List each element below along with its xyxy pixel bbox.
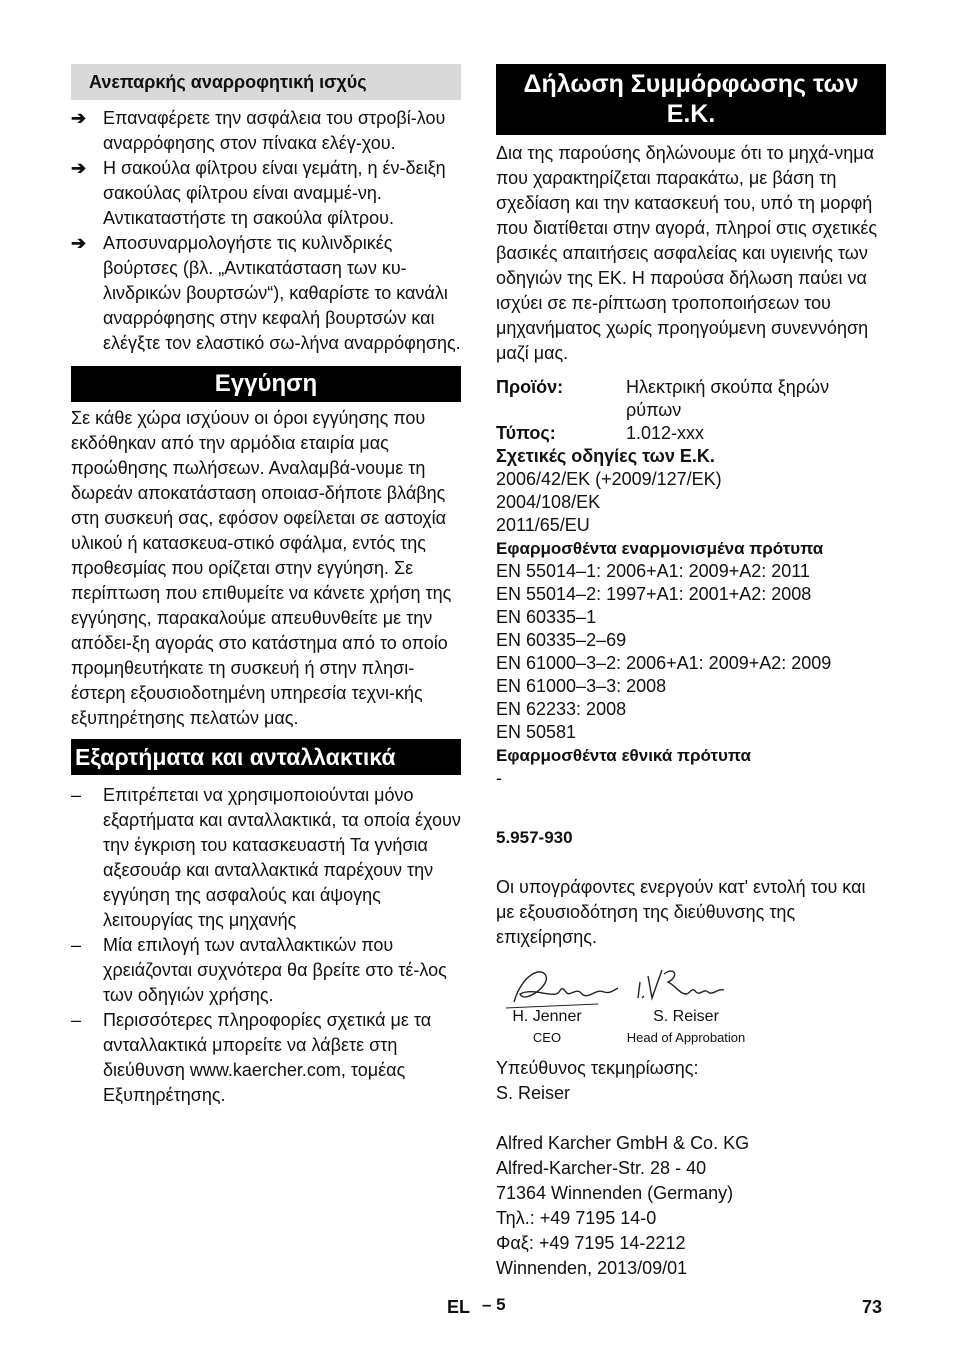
directive: 2006/42/EK (+2009/127/EK)	[496, 469, 722, 489]
documentation-responsible-name: S. Reiser	[496, 1083, 571, 1103]
directive: 2004/108/EK	[496, 492, 601, 512]
national-standards-label: Εφαρμοσθέντα εθνικά πρότυπα	[496, 746, 751, 765]
address-line: 71364 Winnenden (Germany)	[496, 1183, 734, 1203]
national-standards-value: -	[496, 768, 502, 788]
signatory-reiser	[616, 1008, 756, 1045]
warranty-text: Σε κάθε χώρα ισχύουν οι όροι εγγύησης που εκδόθηκαν από την αρμόδια εταιρία μας προώθησης πωλήσεων. Αναλαμβά-νουμε τη δωρεάν αποκατάσταση οποιασ-δήποτε βλάβης στη συσκευή σας, εφόσον οφείλεται σε αστοχία υλικού ή κατασκευα-στικό σφάλμα, εντός της προθεσμίας που ορίζεται στην εγγύηση. Σε περίπτωση που επιθυμείτε να κάνετε χρήση της εγγύησης, παρακαλούμε απευθυνθείτε με την απόδει-ξη αγοράς στο κατάστημα από το οποίο προμηθευτήκατε τη συσκευή ή στην πλησι-έστερη εξουσιοδοτημένη υπηρεσία τεχνι-κής εξυπηρέτησης πελατών μας.	[71, 408, 452, 728]
heading-insufficient-suction: Ανεπαρκής αναρροφητική ισχύς	[71, 64, 461, 100]
list-item: ➔ Η σακούλα φίλτρου είναι γεμάτη, η έν-δειξη σακούλας φίλτρου είναι αναμμέ-νη. Αντικαταστήστε τη σακούλα φίλτρου.	[71, 158, 446, 228]
list-item: ➔ Επαναφέρετε την ασφάλεια του στροβί-λου αναρρόφησης στον πίνακα ελέγ-χου.	[71, 108, 446, 153]
dash-bullet: –	[71, 785, 82, 805]
type-label: Τύπος:	[496, 423, 556, 443]
type-row	[496, 422, 886, 445]
standard: EN 60335–2–69	[496, 630, 627, 650]
signatory-name: S. Reiser	[653, 1008, 719, 1025]
heading-warranty: Εγγύηση	[71, 366, 461, 402]
standard: EN 55014–1: 2006+A1: 2009+A2: 2011	[496, 561, 810, 581]
company-address	[496, 1131, 886, 1281]
documentation-responsible-label: Υπεύθυνος τεκμηρίωσης:	[496, 1058, 699, 1078]
left-column	[71, 64, 461, 1108]
remedy-list	[71, 106, 461, 356]
signatory-role: CEO	[532, 1030, 562, 1045]
directive: 2011/65/EU	[496, 515, 590, 535]
product-row	[496, 376, 886, 422]
address-line: Alfred Karcher GmbH & Co. KG	[496, 1133, 750, 1153]
list-item: – Επιτρέπεται να χρησιμοποιούνται μόνο εξαρτήματα και ανταλλακτικά, τα οποία έχουν την έγκριση του κατασκευαστή Τα γνήσια αξεσουάρ και ανταλλακτικά παρέχουν την εγγύηση της ασφαλούς και άψογης λειτουργίας της μηχανής	[71, 785, 461, 930]
list-item: ➔ Αποσυναρμολογήστε τις κυλινδρικές βούρτσες (βλ. „Αντικατάσταση των κυ-λινδρικών βουρτσών“), καθαρίστε το κανάλι αναρρόφησης στην κεφαλή βουρτσών και ελέγξτε τον ελαστικό σω-λήνα αναρρόφησης.	[71, 233, 461, 353]
standard: EN 55014–2: 1997+A1: 2001+A2: 2008	[496, 584, 812, 604]
type-value: 1.012-xxx	[626, 423, 705, 443]
address-line: Winnenden, 2013/09/01	[496, 1258, 688, 1278]
signatory-role: Head of Approbation	[626, 1030, 746, 1045]
arrow-icon: ➔	[71, 108, 87, 128]
declaration-intro: Δια της παρούσης δηλώνουμε ότι το μηχά-νημα που χαρακτηρίζεται παρακάτω, με βάση τη σχεδίαση και την κατασκευή του, υπό τη μορφή που διατίθεται στην αγορά, πληροί στις σχετικές βασικές απαιτήσεις ασφαλείας και υγιεινής των οδηγιών της ΕΚ. Η παρούσα δήλωση παύει να ισχύει σε πε-ρίπτωση τροποποιήσεων του μηχανήματος χωρίς προηγούμενη συνεννόηση μαζί μας.	[496, 143, 878, 363]
address-line: Alfred-Karcher-Str. 28 - 40	[496, 1158, 707, 1178]
directives-label: Σχετικές οδηγίες των Ε.Κ.	[496, 446, 715, 466]
arrow-icon: ➔	[71, 233, 87, 253]
address-line: Τηλ.: +49 7195 14-0	[496, 1208, 657, 1228]
standard: EN 61000–3–2: 2006+A1: 2009+A2: 2009	[496, 653, 832, 673]
footer-section-page: – 5	[482, 1295, 506, 1314]
accessories-list	[71, 783, 461, 1108]
standard: EN 61000–3–3: 2008	[496, 676, 667, 696]
footer-language: EL	[447, 1297, 471, 1317]
standard: EN 50581	[496, 722, 577, 742]
product-value: Ηλεκτρική σκούπα ξηρών ρύπων	[626, 377, 830, 420]
right-column	[496, 64, 886, 1281]
list-item: – Μία επιλογή των ανταλλακτικών που χρειάζονται συχνότερα θα βρείτε στο τέ-λος των οδηγιών χρήσης.	[71, 935, 447, 1005]
document-number: 5.957-930	[496, 828, 573, 847]
signature-block	[496, 964, 886, 1054]
heading-accessories: Εξαρτήματα και ανταλλακτικά	[71, 739, 461, 775]
harmonised-standards-label: Εφαρμοσθέντα εναρμονισμένα πρότυπα	[496, 539, 824, 558]
signatory-name: H. Jenner	[512, 1008, 582, 1025]
standard: EN 62233: 2008	[496, 699, 627, 719]
signature-reiser	[634, 964, 734, 1008]
product-label: Προϊόν:	[496, 377, 564, 397]
list-item: – Περισσότερες πληροφορίες σχετικά με τα ανταλλακτικά μπορείτε να λάβετε στη διεύθυνση www.kaercher.com, τομέας Εξυπηρέτησης.	[71, 1010, 432, 1105]
standard: EN 60335–1	[496, 607, 597, 627]
signature-jenner	[502, 964, 622, 1014]
page-number: 73	[862, 1297, 883, 1317]
signatory-jenner	[496, 1008, 598, 1045]
signatories-text: Οι υπογράφοντες ενεργούν κατ' εντολή του και με εξουσιοδότηση της διεύθυνσης της επιχείρησης.	[496, 877, 866, 947]
dash-bullet: –	[71, 935, 82, 955]
arrow-icon: ➔	[71, 158, 87, 178]
heading-eu-declaration: Δήλωση Συμμόρφωσης των Ε.Κ.	[496, 64, 886, 135]
address-line: Φαξ: +49 7195 14-2212	[496, 1233, 686, 1253]
dash-bullet: –	[71, 1010, 82, 1030]
